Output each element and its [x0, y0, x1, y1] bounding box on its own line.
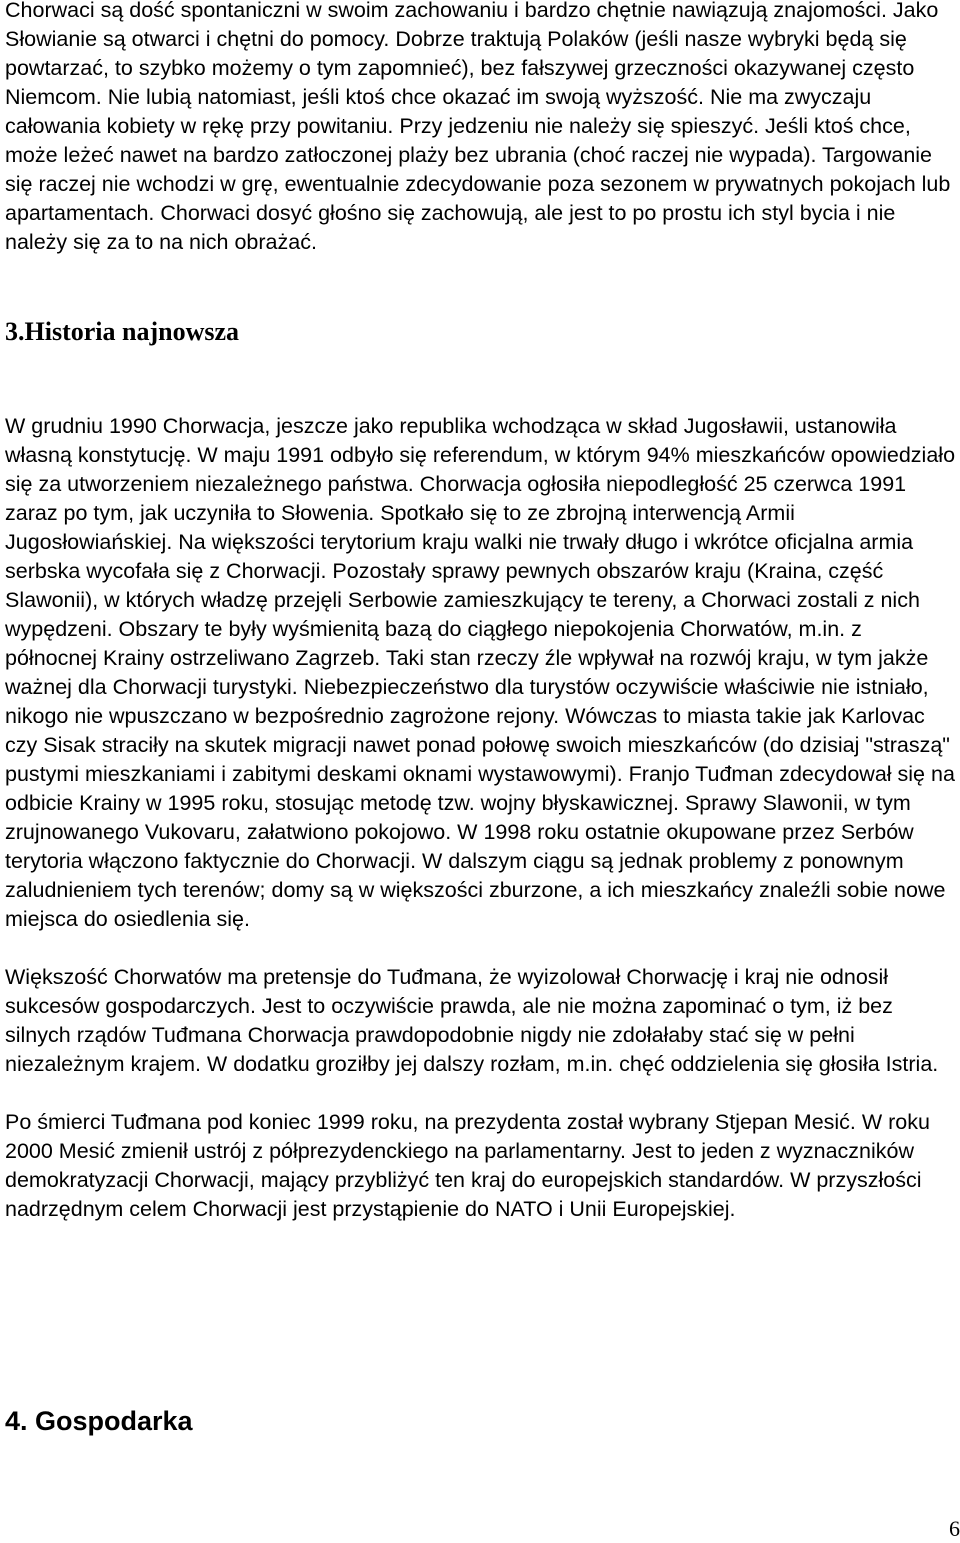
- document-page: [5, 0, 957, 1436]
- paragraph-tudjman-legacy: Większość Chorwatów ma pretensje do Tuđmana, że wyizolował Chorwację i kraj nie odnosił sukcesów gospodarczych. Jest to oczywiście prawda, ale nie można zapominać o tym, iż bez silnych rządów Tuđmana Chorwacja prawdopodobnie nigdy nie zdołałaby stać się w pełni niezależnym krajem. W dodatku groziłby jej dalszy rozłam, m.in. chęć oddzielenia się głosiła Istria.: [5, 965, 939, 1076]
- section-recent-history-body: [5, 412, 957, 1224]
- page-number: 6: [949, 1516, 960, 1541]
- section-heading-economy: 4. Gospodarka: [5, 1406, 193, 1436]
- paragraph-independence: W grudniu 1990 Chorwacja, jeszcze jako republika wchodząca w skład Jugosławii, ustanowiła własną konstytucję. W maju 1991 odbyło się referendum, w którym 94% mieszkańców opowiedziało się za utworzeniem niezależnego państwa. Chorwacja ogłosiła niepodległość 25 czerwca 1991 zaraz po tym, jak uczyniła to Słowenia. Spotkało się to ze zbrojną interwencją Armii Jugosłowiańskiej. Na większości terytorium kraju walki nie trwały długo i wkrótce oficjalna armia serbska wycofała się z Chorwacji. Pozostały sprawy pewnych obszarów kraju (Kraina, część Slawonii), w których władzę przejęli Serbowie zamieszkujący te tereny, a Chorwaci zostali z nich wypędzeni. Obszary te były wyśmienitą bazą do ciągłego niepokojenia Chorwatów, m.in. z północnej Krainy ostrzeliwano Zagrzeb. Taki stan rzeczy źle wpływał na rozwój kraju, w tym jakże ważnej dla Chorwacji turystyki. Niebezpieczeństwo dla turystów oczywiście właściwie nie istniało, nikogo nie wpuszczano w bezpośrednio zagrożone rejony. Wówczas to miasta takie jak Karlovac czy Sisak straciły na skutek migracji nawet ponad połowę swoich mieszkańców (do dzisiaj "straszą" pustymi mieszkaniami i zabitymi deskami oknami wystawowymi). Franjo Tuđman zdecydował się na odbicie Krainy w 1995 roku, stosując metodę tzw. wojny błyskawicznej. Sprawy Slawonii, w tym zrujnowanego Vukovaru, załatwiono pokojowo. W 1998 roku ostatnie okupowane przez Serbów terytoria włączono faktycznie do Chorwacji. W dalszym ciągu są jednak problemy z ponownym zaludnieniem tych terenów; domy są w większości zburzone, a ich mieszkańcy znaleźli sobie nowe miejsca do osiedlenia się.: [5, 414, 956, 931]
- paragraph-mesic: Po śmierci Tuđmana pod koniec 1999 roku, na prezydenta został wybrany Stjepan Mesić. W roku 2000 Mesić zmienił ustrój z półprezydenckiego na parlamentarny. Jest to jeden z wyznaczników demokratyzacji Chorwacji, mający przybliżyć ten kraj do europejskich standardów. W przyszłości nadrzędnym celem Chorwacji jest przystąpienie do NATO i Unii Europejskiej.: [5, 1110, 930, 1221]
- paragraph-customs: Chorwaci są dość spontaniczni w swoim zachowaniu i bardzo chętnie nawiązują znajomości. Jako Słowianie są otwarci i chętni do pomocy. Dobrze traktują Polaków (jeśli nasze wybryki będą się powtarzać, to szybko możemy o tym zapomnieć), bez fałszywej grzeczności okazywanej często Niemcom. Nie lubią natomiast, jeśli ktoś chce okazać im swoją wyższość. Nie ma zwyczaju całowania kobiety w rękę przy powitaniu. Przy jedzeniu nie należy się spieszyć. Jeśli ktoś chce, może leżeć nawet na bardzo zatłoczonej plaży bez ubrania (choć raczej nie wypada). Targowanie się raczej nie wchodzi w grę, ewentualnie zdecydowanie poza sezonem w prywatnych pokojach lub apartamentach. Chorwaci dosyć głośno się zachowują, ale jest to po prostu ich styl bycia i nie należy się za to na nich obrażać.: [5, 0, 951, 254]
- section-heading-recent-history: 3.Historia najnowsza: [5, 317, 239, 346]
